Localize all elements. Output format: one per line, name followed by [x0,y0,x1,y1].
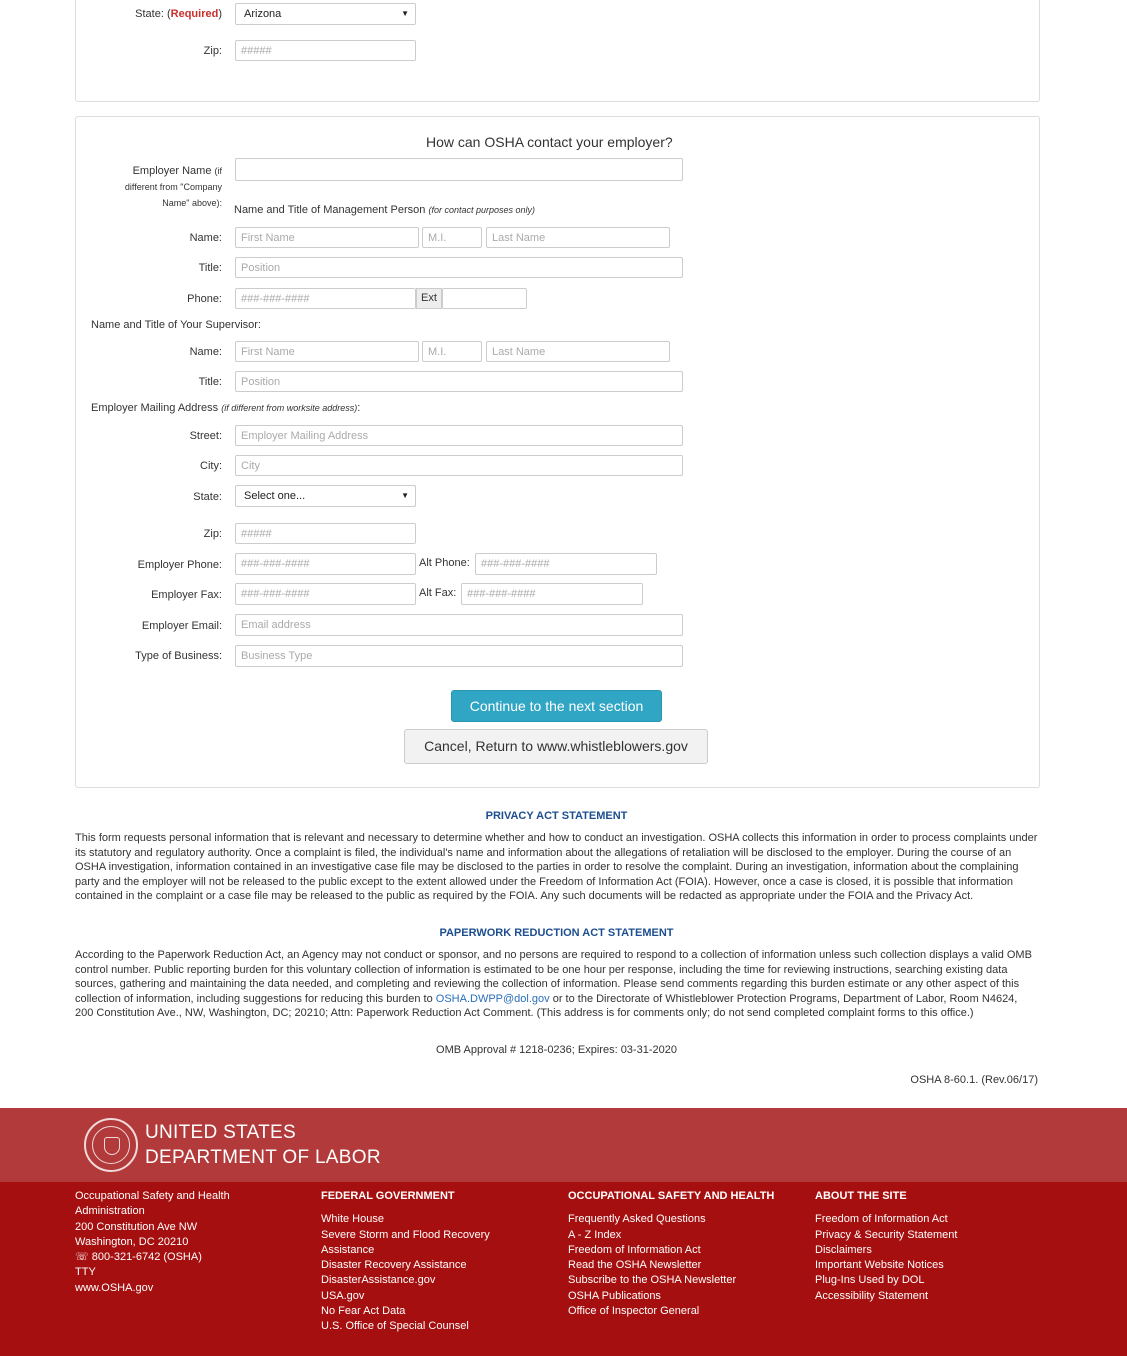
privacy-text: This form requests personal information that is relevant and necessary to determine whether and how to conduct an investigation. OSHA collects this information in order to process complaints under its statutory and regulatory authority. Once a complaint is filed, the individual's name and information about the allegations of retaliation will be disclosed to the employer. During the course of an OSHA investigation, information contained in an investigative case file may be disclosed to the parties in order to resolve the complaint. During an investigation, information about the complaining party and the employer will not be released to the public except to the extent allowed under the Freedom of Information Act (FOIA). However, once a case is closed, it is possible that information contained in the complaint or a case file may be released to the public as required by the FOIA. Any such documents will be redacted as appropriate under the FOIA and the Privacy Act. [75,832,1038,902]
chevron-down-icon: ▼ [401,491,409,500]
footer-heading-federal: FEDERAL GOVERNMENT [321,1190,455,1202]
ext-addon: Ext [416,288,442,309]
footer-link[interactable]: Freedom of Information Act [815,1213,948,1226]
form-number: OSHA 8-60.1. (Rev.06/17) [910,1074,1038,1086]
footer-link[interactable]: Plug-Ins Used by DOL [815,1274,925,1287]
supervisor-last-name-input[interactable] [486,341,670,362]
mgmt-mi-input[interactable] [422,227,482,248]
worksite-zip-input[interactable] [235,40,416,61]
city-label: City: [200,460,222,472]
alt-phone-label: Alt Phone: [419,557,470,569]
osha-site-link[interactable]: www.OSHA.gov [75,1281,154,1294]
street-label: Street: [189,430,222,442]
supervisor-mi-input[interactable] [422,341,482,362]
footer-link[interactable]: Office of Inspector General [568,1305,700,1318]
employer-phone-input[interactable] [235,553,416,575]
footer-link[interactable]: A - Z Index [568,1228,622,1241]
employer-name-label: Employer Name (if different from "Company Name" above): [124,165,222,208]
alt-phone-input[interactable] [475,553,657,575]
dol-seal-icon[interactable] [84,1118,138,1172]
footer-link[interactable]: Accessibility Statement [815,1289,929,1302]
footer-address: Occupational Safety and Health Administration 200 Constitution Ave NW Washington, DC 20210 ☏ 800-321-6742 (OSHA) TTY www.OSHA.gov [75,1189,275,1296]
mgmt-title-label: Title: [198,262,222,274]
mgmt-section-title: Name and Title of Management Person (for contact purposes only) [234,204,536,216]
supervisor-title-input[interactable] [235,371,683,392]
footer-link[interactable]: No Fear Act Data [321,1305,406,1318]
worksite-state-select[interactable]: Arizona ▼ [235,3,416,25]
mgmt-phone-input[interactable] [235,288,416,309]
mgmt-title-input[interactable] [235,257,683,278]
street-input[interactable] [235,425,683,446]
business-type-input[interactable] [235,645,683,667]
dol-name-line1[interactable]: UNITED STATES [145,1122,296,1143]
chevron-down-icon: ▼ [401,9,409,18]
cancel-button[interactable]: Cancel, Return to www.whistleblowers.gov [404,729,708,764]
employer-panel [75,116,1040,788]
employer-email-input[interactable] [235,614,683,636]
footer-col-osh [568,1189,798,1319]
footer-link[interactable]: Read the OSHA Newsletter [568,1259,702,1272]
mailing-section-title: Employer Mailing Address (if different from worksite address): [91,402,361,414]
supervisor-section-title: Name and Title of Your Supervisor: [91,319,261,331]
dol-name-line2[interactable]: DEPARTMENT OF LABOR [145,1147,381,1168]
alt-fax-input[interactable] [461,583,643,605]
privacy-heading: PRIVACY ACT STATEMENT [485,810,628,822]
footer-link[interactable]: Important Website Notices [815,1259,944,1272]
paperwork-heading: PAPERWORK REDUCTION ACT STATEMENT [439,927,674,939]
supervisor-title-label: Title: [198,376,222,388]
paperwork-text: According to the Paperwork Reduction Act, an Agency may not conduct or sponsor, and no persons are required to respond to a collection of information unless such collection displays a valid OMB control number. Public reporting burden for this voluntary collection of information is estimated to be one hour per response, including the time for reviewing instructions, searching existing data sources, gathering and maintaining the data needed, and completing and reviewing the collection of information. Please send comments regarding this burden estimate or any other aspect of this collection of information, including suggestions for reducing this burden to OSHA.DWPP@dol.gov or to the Directorate of Whistleblower Protection Programs, Department of Labor, Room N4624, 200 Constitution Ave., NW, Washington, DC; 20210; Attn: Paperwork Reduction Act Comment. (This address is for comments only; do not send completed complaint forms to this office.) [75,949,1032,1019]
footer-link[interactable]: DisasterAssistance.gov [321,1274,436,1287]
mgmt-name-label: Name: [189,232,222,244]
footer-col-federal [321,1189,541,1335]
footer-link[interactable]: Severe Storm and Flood Recovery [321,1228,490,1241]
employer-name-input[interactable] [235,158,683,181]
footer-heading-about: ABOUT THE SITE [815,1190,907,1202]
footer-link[interactable]: Freedom of Information Act [568,1243,701,1256]
footer-link[interactable]: Disaster Recovery Assistance [321,1259,467,1272]
employer-heading: How can OSHA contact your employer? [426,134,673,150]
required-marker: Required [170,8,219,20]
employer-zip-label: Zip: [203,528,222,540]
footer-link[interactable]: Subscribe to the OSHA Newsletter [568,1274,737,1287]
footer-link[interactable]: Disclaimers [815,1243,872,1256]
footer-link[interactable]: Frequently Asked Questions [568,1213,706,1226]
zip-label: Zip: [203,45,222,57]
footer-heading-osh: OCCUPATIONAL SAFETY AND HEALTH [568,1190,775,1202]
employer-fax-label: Employer Fax: [151,589,222,601]
city-input[interactable] [235,455,683,476]
footer-link[interactable]: OSHA Publications [568,1289,661,1302]
continue-button[interactable]: Continue to the next section [451,690,662,722]
alt-fax-label: Alt Fax: [419,587,457,599]
footer-col-about [815,1189,1035,1304]
phone-number[interactable]: ☏ 800-321-6742 (OSHA) [75,1251,202,1264]
employer-email-label: Employer Email: [141,620,222,632]
employer-state-label: State: [193,491,222,503]
mgmt-phone-label: Phone: [187,293,222,305]
mgmt-last-name-input[interactable] [486,227,670,248]
mgmt-first-name-input[interactable] [235,227,419,248]
state-label: State: (Required) [135,8,222,20]
footer-link[interactable]: U.S. Office of Special Counsel [321,1320,469,1333]
employer-state-select[interactable]: Select one... ▼ [235,485,416,507]
business-type-label: Type of Business: [135,650,222,662]
omb-approval: OMB Approval # 1218-0236; Expires: 03-31-2020 [436,1044,677,1056]
footer-banner [0,1108,1127,1182]
supervisor-first-name-input[interactable] [235,341,419,362]
footer-link[interactable]: Assistance [321,1243,375,1256]
footer-link[interactable]: Privacy & Security Statement [815,1228,958,1241]
footer-link[interactable]: USA.gov [321,1289,365,1302]
dwpp-email-link[interactable]: OSHA.DWPP@dol.gov [435,992,550,1005]
employer-fax-input[interactable] [235,583,416,605]
footer-link[interactable]: White House [321,1213,384,1226]
employer-zip-input[interactable] [235,523,416,544]
supervisor-name-label: Name: [189,346,222,358]
employer-phone-label: Employer Phone: [137,559,222,571]
mgmt-ext-input[interactable] [442,288,527,309]
